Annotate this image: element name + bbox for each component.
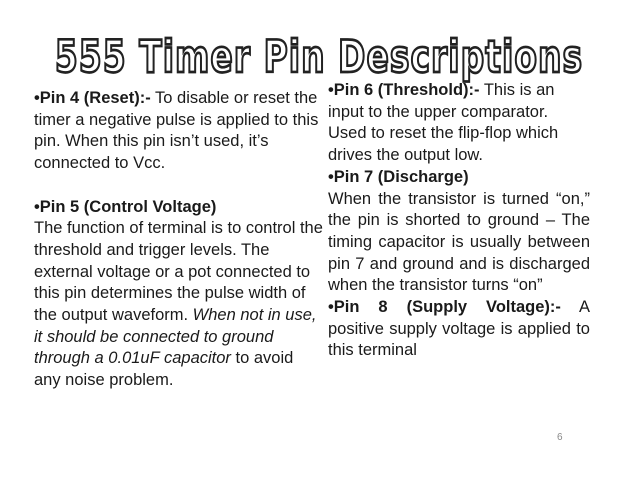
pin5-tail: to avoid any noise problem. bbox=[34, 349, 294, 390]
pin6-description bbox=[328, 80, 590, 167]
pin5-text: The function of terminal is to control the threshold and trigger levels. The external voltage or a pot connected to this pin determines the pulse width of the output waveform. bbox=[34, 219, 323, 325]
left-column bbox=[34, 88, 324, 392]
pin8-description bbox=[328, 297, 590, 362]
slide-number: 6 bbox=[557, 432, 563, 443]
pin7-heading: •Pin 7 (Discharge) bbox=[328, 167, 469, 186]
spacer bbox=[34, 175, 324, 197]
pin7-text: When the transistor is turned “on,” the pin is shorted to ground – The timing capacitor is usually between pin 7 and ground and is discharged when the transistor turns “on” bbox=[328, 189, 590, 295]
pin8-heading: •Pin 8 (Supply Voltage):- bbox=[328, 298, 561, 317]
pin5-heading: •Pin 5 (Control Voltage) bbox=[34, 197, 217, 216]
pin4-text: To disable or reset the timer a negative pulse is applied to this pin. When this pin isn’t used, it’s connected to Vcc. bbox=[34, 89, 319, 173]
pin4-description bbox=[34, 88, 324, 175]
pin6-heading: •Pin 6 (Threshold):- bbox=[328, 81, 480, 99]
right-column bbox=[328, 80, 590, 362]
pin5-description bbox=[34, 197, 324, 392]
pin5-italic-note: When not in use, it should be connected to ground through a 0.01uF capacitor bbox=[34, 306, 317, 368]
pin6-text: This is an input to the upper comparator. Used to reset the flip-flop which drives the output low. bbox=[328, 81, 559, 165]
pin4-heading: •Pin 4 (Reset):- bbox=[34, 89, 151, 107]
pin8-text: A positive supply voltage is applied to this terminal bbox=[328, 298, 590, 360]
slide-title: 555 Timer Pin Descriptions bbox=[54, 30, 584, 83]
pin7-description bbox=[328, 167, 590, 297]
